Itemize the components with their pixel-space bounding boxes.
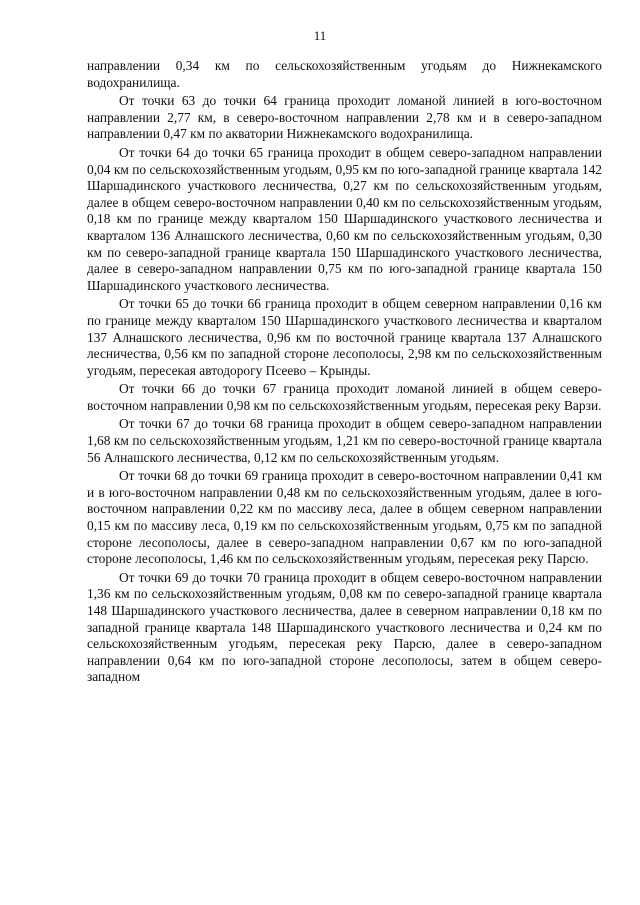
paragraph-point-63-64: От точки 63 до точки 64 граница проходит ломаной линией в юго-восточном направлении 2,77 км, в северо-восточном направлении 2,78 км и в северо-западном направлении 0,47 км по акватории Нижнекамского водохранилища. [87, 93, 602, 142]
paragraph-point-67-68: От точки 67 до точки 68 граница проходит в общем северо-западном направлении 1,68 км по сельскохозяйственным угодьям, 1,21 км по северо-восточной границе квартала 56 Алнашского лесничества, 0,12 км по сельскохозяйственным угодьям. [87, 416, 602, 465]
paragraph-point-68-69: От точки 68 до точки 69 граница проходит в северо-восточном направлении 0,41 км и в юго-восточном направлении 0,48 км по сельскохозяйственным угодьям, далее в юго-восточном направлении 0,22 км по массиву леса, далее в общем северном направлении 0,15 км по массиву леса, 0,19 км по сельскохозяйственным угодьям, 0,75 км по западной стороне лесополосы, далее в северо-западном направлении 0,67 км по юго-западной стороне лесополосы, 1,46 км по сельскохозяйственным угодьям, пересекая реку Парсю. [87, 468, 602, 567]
paragraph-point-66-67: От точки 66 до точки 67 граница проходит ломаной линией в общем северо-восточном направлении 0,98 км по сельскохозяйственным угодьям, пересекая реку Варзи. [87, 381, 602, 413]
page-number: 11 [313, 28, 327, 43]
document-body [87, 58, 602, 688]
paragraph-continuation: направлении 0,34 км по сельскохозяйственным угодьям до Нижнекамского водохранилища. [87, 58, 602, 90]
paragraph-point-64-65: От точки 64 до точки 65 граница проходит в общем северо-западном направлении 0,04 км по сельскохозяйственным угодьям, 0,95 км по юго-западной границе квартала 142 Шаршадинского участкового лесничества, 0,27 км по сельскохозяйственным угодьям, далее в общем северо-восточном направлении 0,40 км по сельскохозяйственным угодьям, 0,18 км по границе между кварталом 150 Шаршадинского участкового лесничества и кварталом 136 Алнашского лесничества, 0,60 км по сельскохозяйственным угодьям, 0,30 км по северо-западной границе квартала 150 Шаршадинского участкового лесничества, далее в северо-западном направлении 0,75 км по юго-западной границе квартала 150 Шаршадинского участкового лесничества. [87, 144, 602, 293]
paragraph-point-65-66: От точки 65 до точки 66 граница проходит в общем северном направлении 0,16 км по границе между кварталом 150 Шаршадинского участкового лесничества и кварталом 137 Алнашского лесничества, 0,96 км по восточной границе квартала 137 Алнашского лесничества, 0,56 км по западной стороне лесополосы, 2,98 км по сельскохозяйственным угодьям, пересекая автодорогу Псеево – Крынды. [87, 296, 602, 378]
paragraph-point-69-70: От точки 69 до точки 70 граница проходит в общем северо-восточном направлении 1,36 км по сельскохозяйственным угодьям, 0,08 км по северо-западной границе квартала 148 Шаршадинского участкового лесничества, далее в северном направлении 0,18 км по западной границе квартала 148 Шаршадинского участкового лесничества и 0,24 км по сельскохозяйственным угодьям, пересекая реку Парсю, далее в северо-западном направлении 0,64 км по юго-западной стороне лесополосы, затем в общем северо-западном [87, 569, 602, 685]
